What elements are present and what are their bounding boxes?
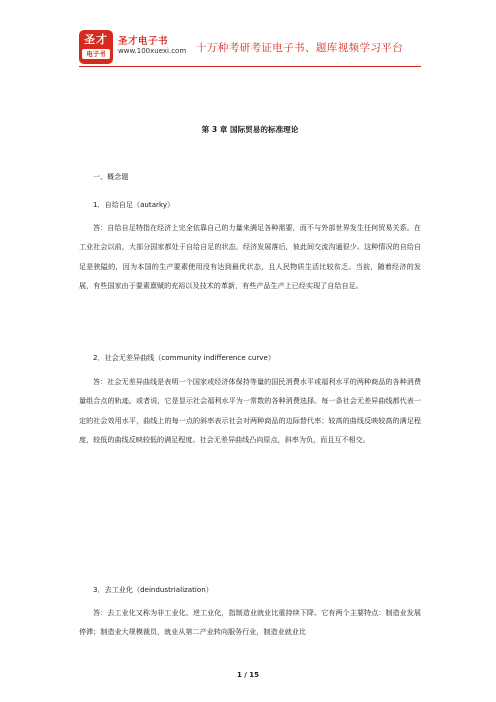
brand-url[interactable]: www.100xuexi.com xyxy=(118,47,187,55)
term-heading-1: 1．自给自足（autarky） xyxy=(93,200,175,209)
page-number: 1 / 15 xyxy=(236,671,260,679)
section-heading: 一、概念题 xyxy=(93,172,129,181)
term-answer-1: 答：自给自足特指在经济上完全依靠自己的力量来满足各种需要，而不与外部世界发生任何贸易关系。在工业社会以前，大部分国家都处于自给自足的状态，经济发展落后，彼此间交流沟通很少。这种情况的自给自足是狭隘的，因为本国的生产要素使用没有达到最优状态，且人民物质生活比较贫乏。当前，随着经济的发展，有些国家由于要素禀赋的充裕以及技术的革新，有些产品生产上已经实现了自给自足。 xyxy=(79,223,421,291)
term-answer-3: 答：去工业化又称为非工业化、逆工业化，指制造业就业比重持续下降。它有两个主要特点：制造业发展停滞；制造业大规模裁员，就业从第二产业转向服务行业，制造业就业比 xyxy=(79,608,421,637)
logo-top-text: 圣才 xyxy=(84,33,108,46)
brand-name: 圣才电子书 xyxy=(118,36,169,47)
logo-bottom-text: 电子书 xyxy=(82,49,110,59)
chapter-title: 第 3 章 国际贸易的标准理论 xyxy=(201,125,299,134)
page-header xyxy=(0,0,496,60)
header-divider xyxy=(79,66,421,67)
logo-icon xyxy=(79,30,113,64)
term-answer-2: 答：社会无差异曲线是表明一个国家或经济体保持等量的国民消费水平或福利水平的两种商品的各种消费量组合点的轨迹。或者说，它是显示社会福利水平为一常数的各种消费选择。每一条社会无差异曲线都代表一定的社会效用水平，曲线上的每一点的斜率表示社会对两种商品的边际替代率；较高的曲线反映较高的满足程度，较低的曲线反映较低的满足程度。社会无差异曲线凸向原点，斜率为负，而且互不相交。 xyxy=(79,377,421,445)
header-slogan: 十万种考研考证电子书、题库视频学习平台 xyxy=(196,42,404,54)
term-heading-2: 2．社会无差异曲线（community indifference curve） xyxy=(93,353,275,362)
term-heading-3: 3．去工业化（deindustrialization） xyxy=(93,585,213,594)
